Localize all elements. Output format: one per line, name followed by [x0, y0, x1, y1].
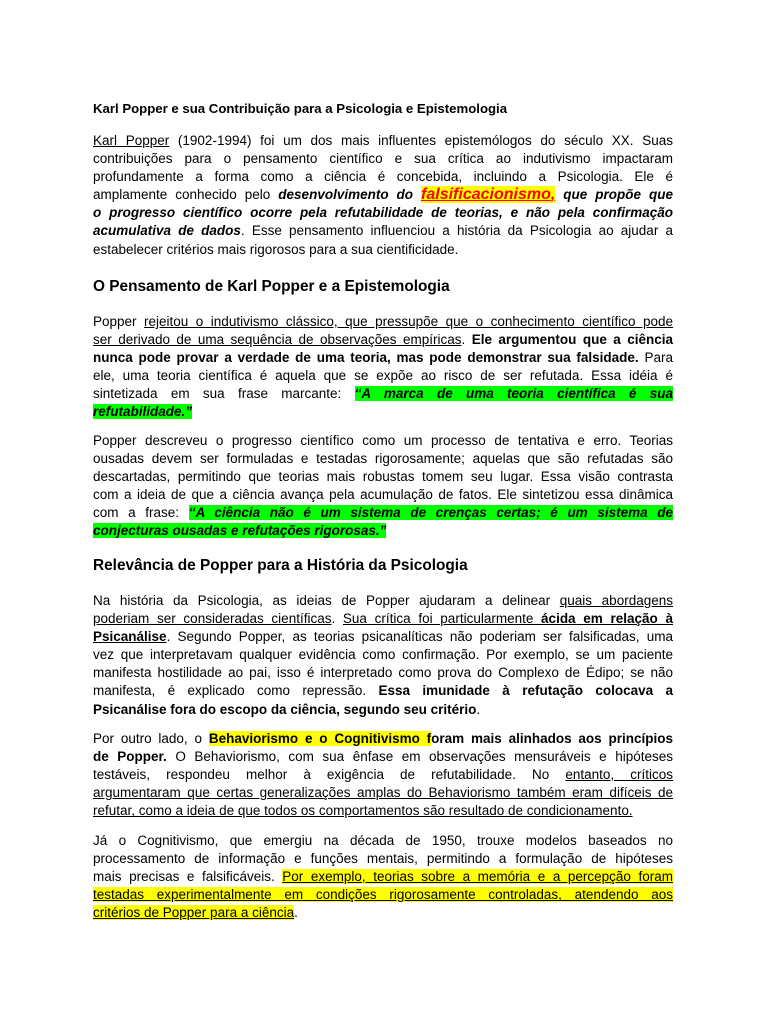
text-run: Na história da Psicologia, as ideias de Popper ajudaram a delinear [93, 593, 560, 608]
text-line [93, 701, 673, 719]
bold-text: Ele argumentou que a ciência [471, 332, 673, 348]
underlined-text: quais abordagens [559, 593, 673, 608]
bold-text: Psicanálise fora do escopo da ciência, segundo seu critério [93, 701, 477, 717]
text-line: estabelecer critérios mais rigorosos para a sua cientificidade. [93, 241, 459, 257]
text-run: testáveis, respondeu melhor à exigência de refutabilidade. No [93, 767, 566, 783]
underlined-text: entanto, críticos [565, 767, 673, 783]
falsificacionismo-highlight: falsificacionismo [421, 186, 551, 204]
section1-paragraph-2 [93, 432, 673, 541]
text-line [93, 403, 673, 421]
example-highlight: Por exemplo, teorias sobre a memória e a percepção foram [282, 869, 673, 885]
text-run: O Behaviorismo, com sua ênfase em observações mensuráveis e hipóteses [166, 749, 673, 765]
text-run: . [476, 701, 481, 717]
text-run: . Esse pensamento influenciou a história da Psicologia ao ajudar a [240, 223, 674, 239]
text-line [93, 504, 673, 522]
behaviorism-highlight: Behaviorismo e o Cognitivismo f [208, 731, 432, 746]
text-line [93, 682, 673, 700]
quote-highlight: conjecturas ousadas e refutações rigorosas.” [93, 523, 387, 539]
text-line [93, 222, 673, 240]
text-run: com a frase: [93, 505, 189, 521]
text-line: com a ideia de que a ciência avança pela acumulação de fatos. Ele sintetizou essa dinâmica [93, 487, 673, 503]
text-line [93, 349, 673, 367]
text-line [93, 886, 673, 904]
text-line: ele, uma teoria científica é aquela que se expõe ao risco de ser refutada. Essa idéia é [93, 368, 673, 384]
text-line: vez que interpretavam qualquer evidência como confirmação. Por exemplo, se um paciente [93, 647, 673, 663]
section2-paragraph-3 [93, 832, 673, 922]
intro-paragraph [93, 132, 673, 259]
text-line: processamento de informação e funções mentais, permitindo a formulação de hipóteses [93, 851, 673, 867]
text-line [93, 522, 673, 540]
text-line: Já o Cognitivismo, que emergiu na década de 1950, trouxe modelos baseados no [93, 833, 673, 848]
text-line [93, 610, 673, 628]
text-run: . [294, 905, 298, 921]
text-line: descartadas, permitindo que teorias mais robustas tomem seu lugar. Essa visão contrasta [93, 469, 673, 485]
text-run: amplamente conhecido pelo [93, 187, 279, 203]
underlined-text: Sua crítica foi particularmente [342, 611, 542, 627]
text-line [93, 331, 673, 349]
text-line [93, 186, 673, 204]
underlined-text: poderiam ser consideradas científicas [93, 611, 332, 627]
quote-highlight: “A marca de uma teoria científica é sua [354, 386, 673, 402]
text-run: manifesta, é explicado como repressão. [93, 683, 379, 699]
text-line: argumentaram que certas generalizações amplas do Behaviorismo também eram difíceis de [93, 785, 673, 801]
text-run: . [331, 611, 343, 627]
text-line [93, 592, 673, 610]
bold-text: oram mais alinhados aos princípios [431, 731, 673, 746]
section-heading: O Pensamento de Karl Popper e a Epistemologia [93, 278, 450, 295]
underlined-text: rejeitou o indutivismo clássico, que pressupõe que o conhecimento científico pode [144, 314, 673, 329]
bold-underlined-text: Psicanálise [93, 629, 167, 645]
text-line: Popper descreveu o progresso científico como um processo de tentativa e erro. Teorias [93, 433, 673, 448]
text-line [93, 385, 673, 403]
text-run: (1902-1994) foi um dos mais influentes epistemólogos do século XX. Suas [169, 133, 673, 148]
text-run: mais precisas e falsificáveis. [93, 869, 283, 885]
text-run: Popper [93, 314, 145, 329]
text-run: sintetizada em sua frase marcante: [93, 386, 355, 402]
text-line: contribuições para o pensamento científico e sua crítica ao indutivismo impactaram [93, 151, 673, 167]
text-line [93, 904, 673, 922]
text-line [93, 132, 673, 150]
emphasis-text: que propõe que [555, 187, 673, 203]
bold-text: Essa imunidade à refutação colocava a [378, 683, 674, 699]
text-run: Para [638, 350, 673, 366]
text-line [93, 868, 673, 886]
emphasis-text: desenvolvimento do [278, 187, 422, 203]
section1-paragraph-1 [93, 313, 673, 422]
document-title: Karl Popper e sua Contribuição para a Psicologia e Epistemologia [93, 101, 508, 116]
text-line [93, 628, 673, 646]
text-run: . [461, 332, 472, 348]
bold-text: nunca pode provar a verdade de uma teoria, mas pode demonstrar sua falsidade. [93, 350, 639, 366]
text-run: , [550, 186, 556, 204]
text-line: profundamente a forma como a ciência é concebida, incluindo a Psicologia. Ele é [93, 169, 673, 185]
quote-highlight: “A ciência não é um sistema de crenças certas; é um sistema de [188, 505, 673, 521]
bold-text: de Popper. [93, 749, 167, 765]
section2-paragraph-1 [93, 592, 673, 719]
text-line [93, 313, 673, 331]
text-run: . Segundo Popper, as teorias psicanalíticas não poderiam ser falsificadas, uma [166, 629, 673, 645]
text-line [93, 748, 673, 766]
quote-highlight: refutabilidade.” [93, 404, 193, 420]
text-line: o progresso científico ocorre pela refutabilidade de teorias, e não pela confirmação [93, 205, 673, 221]
text-line: refutar, como a ideia de que todos os comportamentos são resultado de condicionamento. [93, 803, 633, 819]
example-highlight: critérios de Popper para a ciência [93, 905, 295, 921]
text-run: Por outro lado, o [93, 731, 209, 746]
text-line [93, 730, 673, 748]
section-heading: Relevância de Popper para a História da Psicologia [93, 557, 468, 574]
example-highlight: testadas experimentalmente em condições rigorosamente controladas, atendendo aos [93, 887, 673, 903]
section2-paragraph-2 [93, 730, 673, 820]
author-name: Karl Popper [93, 133, 170, 148]
underlined-text: ser derivado de uma sequência de observações empíricas [93, 332, 462, 348]
text-line: ousadas devem ser formuladas e testadas rigorosamente; aquelas que são refutadas são [93, 451, 673, 467]
emphasis-text: acumulativa de dados [93, 223, 241, 239]
bold-underlined-text: ácida em relação à [541, 611, 673, 627]
text-line: manifesta hostilidade ao pai, isso é interpretado como prova do Complexo de Édipo; se não [93, 665, 673, 681]
text-line [93, 766, 673, 784]
